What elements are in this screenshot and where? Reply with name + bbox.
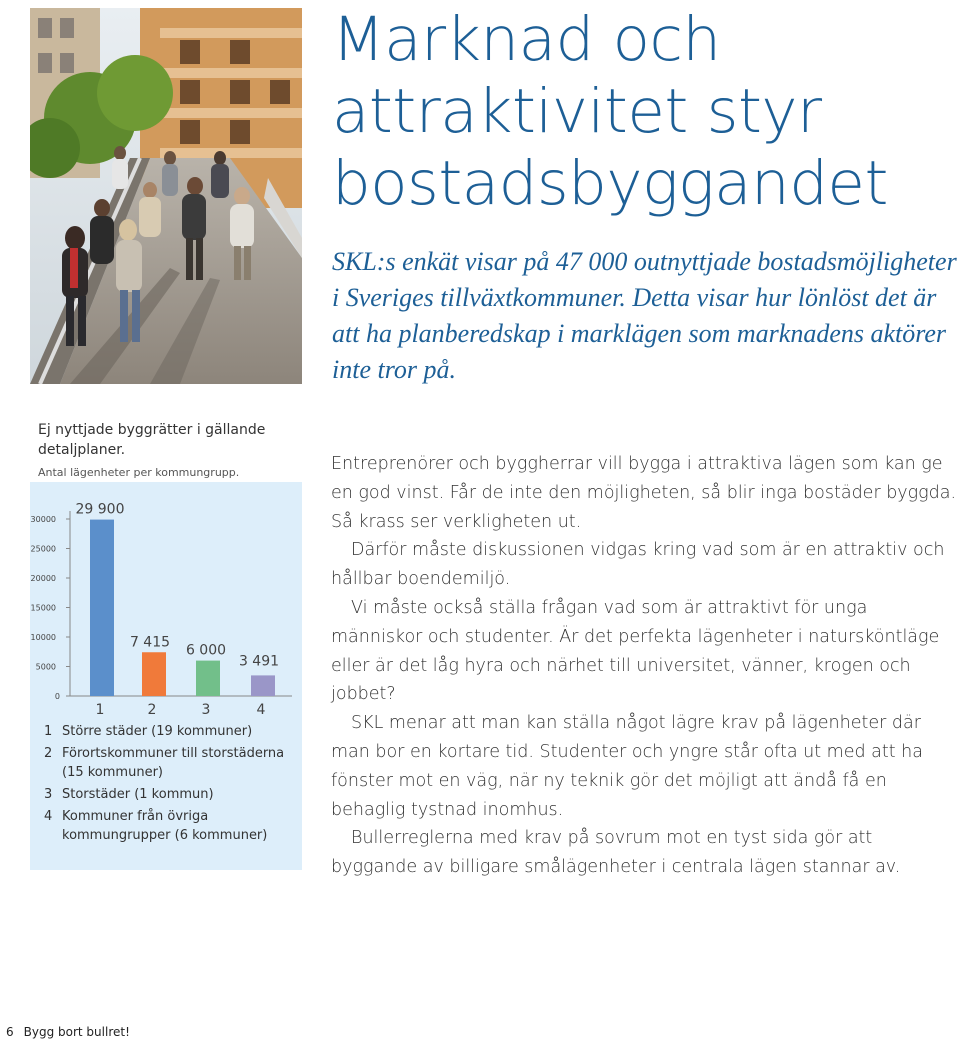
bar-value-label: 29 900 — [75, 501, 125, 518]
y-tick-label: 10000 — [30, 633, 56, 642]
x-tick-label: 3 — [201, 702, 211, 718]
bar-value-label: 7 415 — [129, 634, 171, 651]
bar — [142, 652, 166, 696]
legend-label: Kommuner från övriga kommungrupper (6 kommuner) — [62, 809, 268, 843]
legend-label: Förortskommuner till storstäderna (15 kommuner) — [62, 746, 285, 780]
page-number: 6 — [6, 1025, 14, 1039]
y-tick-label: 15000 — [30, 603, 56, 613]
headline: Marknad och attraktivitet styr bostadsbyggandet — [332, 4, 888, 219]
legend-number: 4 — [44, 809, 53, 824]
bar — [251, 675, 275, 696]
x-tick-label: 4 — [256, 702, 266, 718]
legend-number: 1 — [44, 724, 53, 739]
legend-label: Storstäder (1 kommun) — [62, 787, 214, 802]
page-footer — [6, 1025, 130, 1039]
x-tick-label: 1 — [95, 702, 105, 718]
x-tick-label: 2 — [147, 702, 157, 718]
legend-item — [44, 807, 294, 845]
y-tick-label: 5000 — [35, 662, 56, 672]
body-paragraph: Bullerreglerna med krav på sovrum mot en tyst sida gör att byggande av billigare smålägenheter i centrala lägen stannar av. — [331, 828, 901, 878]
chart-title: Ej nyttjade byggrätter i gällande detaljplaner. — [38, 422, 266, 458]
bar — [90, 520, 114, 696]
chart-subtitle: Antal lägenheter per kommungrupp. — [38, 466, 240, 479]
body-paragraph: Entreprenörer och byggherrar vill bygga i attraktiva lägen som kan ge en god vinst. Får de inte den möjligheten, så blir inga bostäder byggda. Så krass ser verkligheten ut. — [331, 454, 957, 532]
bar-value-label: 3 491 — [238, 653, 280, 670]
bar-chart — [30, 482, 302, 722]
legend-number: 3 — [44, 787, 53, 802]
bar — [196, 661, 220, 696]
legend-item — [44, 785, 294, 804]
body-text — [331, 450, 959, 882]
legend-label: Större städer (19 kommuner) — [62, 724, 253, 739]
body-paragraph: Därför måste diskussionen vidgas kring vad som är en attraktiv och hållbar boendemiljö. — [331, 540, 945, 590]
y-tick-label: 25000 — [30, 544, 56, 554]
legend-number: 2 — [44, 746, 53, 761]
chart-legend — [44, 722, 294, 848]
publication-title: Bygg bort bullret! — [23, 1025, 130, 1039]
body-paragraph: Vi måste också ställa frågan vad som är attraktivt för unga människor och studenter. Är det perfekta lägenheter i natursköntläge eller är det låg hyra och närhet till universitet, vänner, krogen och jobbet? — [331, 597, 940, 705]
y-tick-label: 30000 — [30, 515, 56, 524]
y-tick-label: 0 — [54, 692, 60, 701]
legend-item — [44, 744, 294, 782]
street-photo — [30, 8, 302, 384]
lead-paragraph: SKL:s enkät visar på 47 000 outnyttjade bostadsmöjligheter i Sveriges tillväxtkommuner. Detta visar hur lönlöst det är att ha planberedskap i marklägen som marknadens aktörer inte tror på. — [332, 247, 957, 384]
bar-value-label: 6 000 — [185, 642, 227, 659]
y-tick-label: 20000 — [30, 574, 56, 583]
legend-item — [44, 722, 294, 741]
body-paragraph: SKL menar att man kan ställa något lägre krav på lägenheter där man bor en kortare tid. Studenter och yngre står ofta ut med att ha fönster mot en väg, när ny teknik gör det möjligt att ändå få en behaglig tystnad inomhus. — [331, 713, 923, 820]
